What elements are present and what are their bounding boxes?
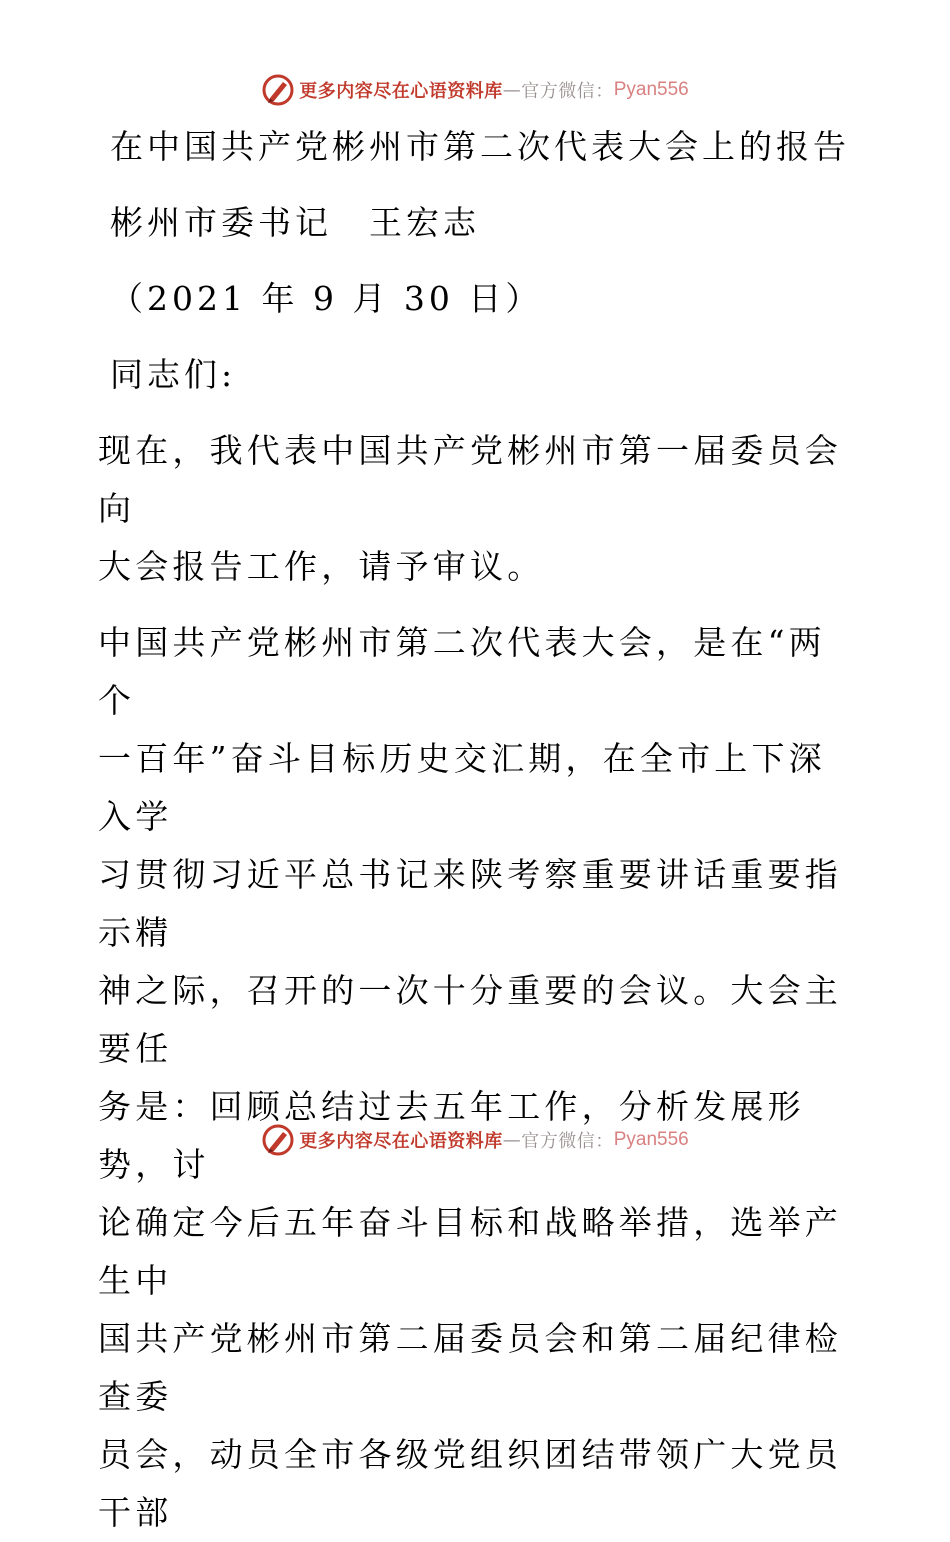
- watermark-wechat-label: 官方微信：: [521, 1131, 614, 1152]
- pen-logo-icon: [261, 73, 295, 107]
- document-title: 在中国共产党彬州市第二次代表大会上的报告: [110, 127, 850, 166]
- author-line: 彬州市委书记 王宏志: [110, 203, 480, 242]
- watermark-wechat-id: Pyan556: [613, 79, 689, 100]
- paragraph-2: 中国共产党彬州市第二次代表大会，是在“两个 一百年”奋斗目标历史交汇期，在全市上下深入学 习贯彻习近平总书记来陕考察重要讲话重要指示精 神之际，召开的一次十分重要的会议。大会主要任 务是：回顾总结过去五年工作，分析发展形势，讨 论确定今后五年奋斗目标和战略举措，选举产生中 国共产党彬州市第二届委员会和第二届纪律检查委 员会，动员全市各级党组织团结带领广大党员干部: [98, 623, 842, 1532]
- watermark-wechat-label: 官方微信：: [521, 81, 614, 102]
- watermark-site-text: 更多内容尽在心语资料库: [299, 1131, 503, 1152]
- date-line: （2021 年 9 月 30 日）: [110, 279, 543, 318]
- watermark-banner-top: [0, 70, 950, 110]
- watermark-dash: —: [502, 1129, 522, 1151]
- salutation: 同志们:: [110, 355, 237, 394]
- watermark-banner-bottom: [0, 1120, 950, 1160]
- document-body: [98, 118, 850, 1542]
- watermark-wechat-id: Pyan556: [613, 1129, 689, 1150]
- pen-logo-icon: [261, 1123, 295, 1157]
- paragraph-1: 现在，我代表中国共产党彬州市第一届委员会向 大会报告工作，请予审议。: [98, 431, 842, 586]
- watermark-site-text: 更多内容尽在心语资料库: [299, 81, 503, 102]
- watermark-dash: —: [502, 79, 522, 101]
